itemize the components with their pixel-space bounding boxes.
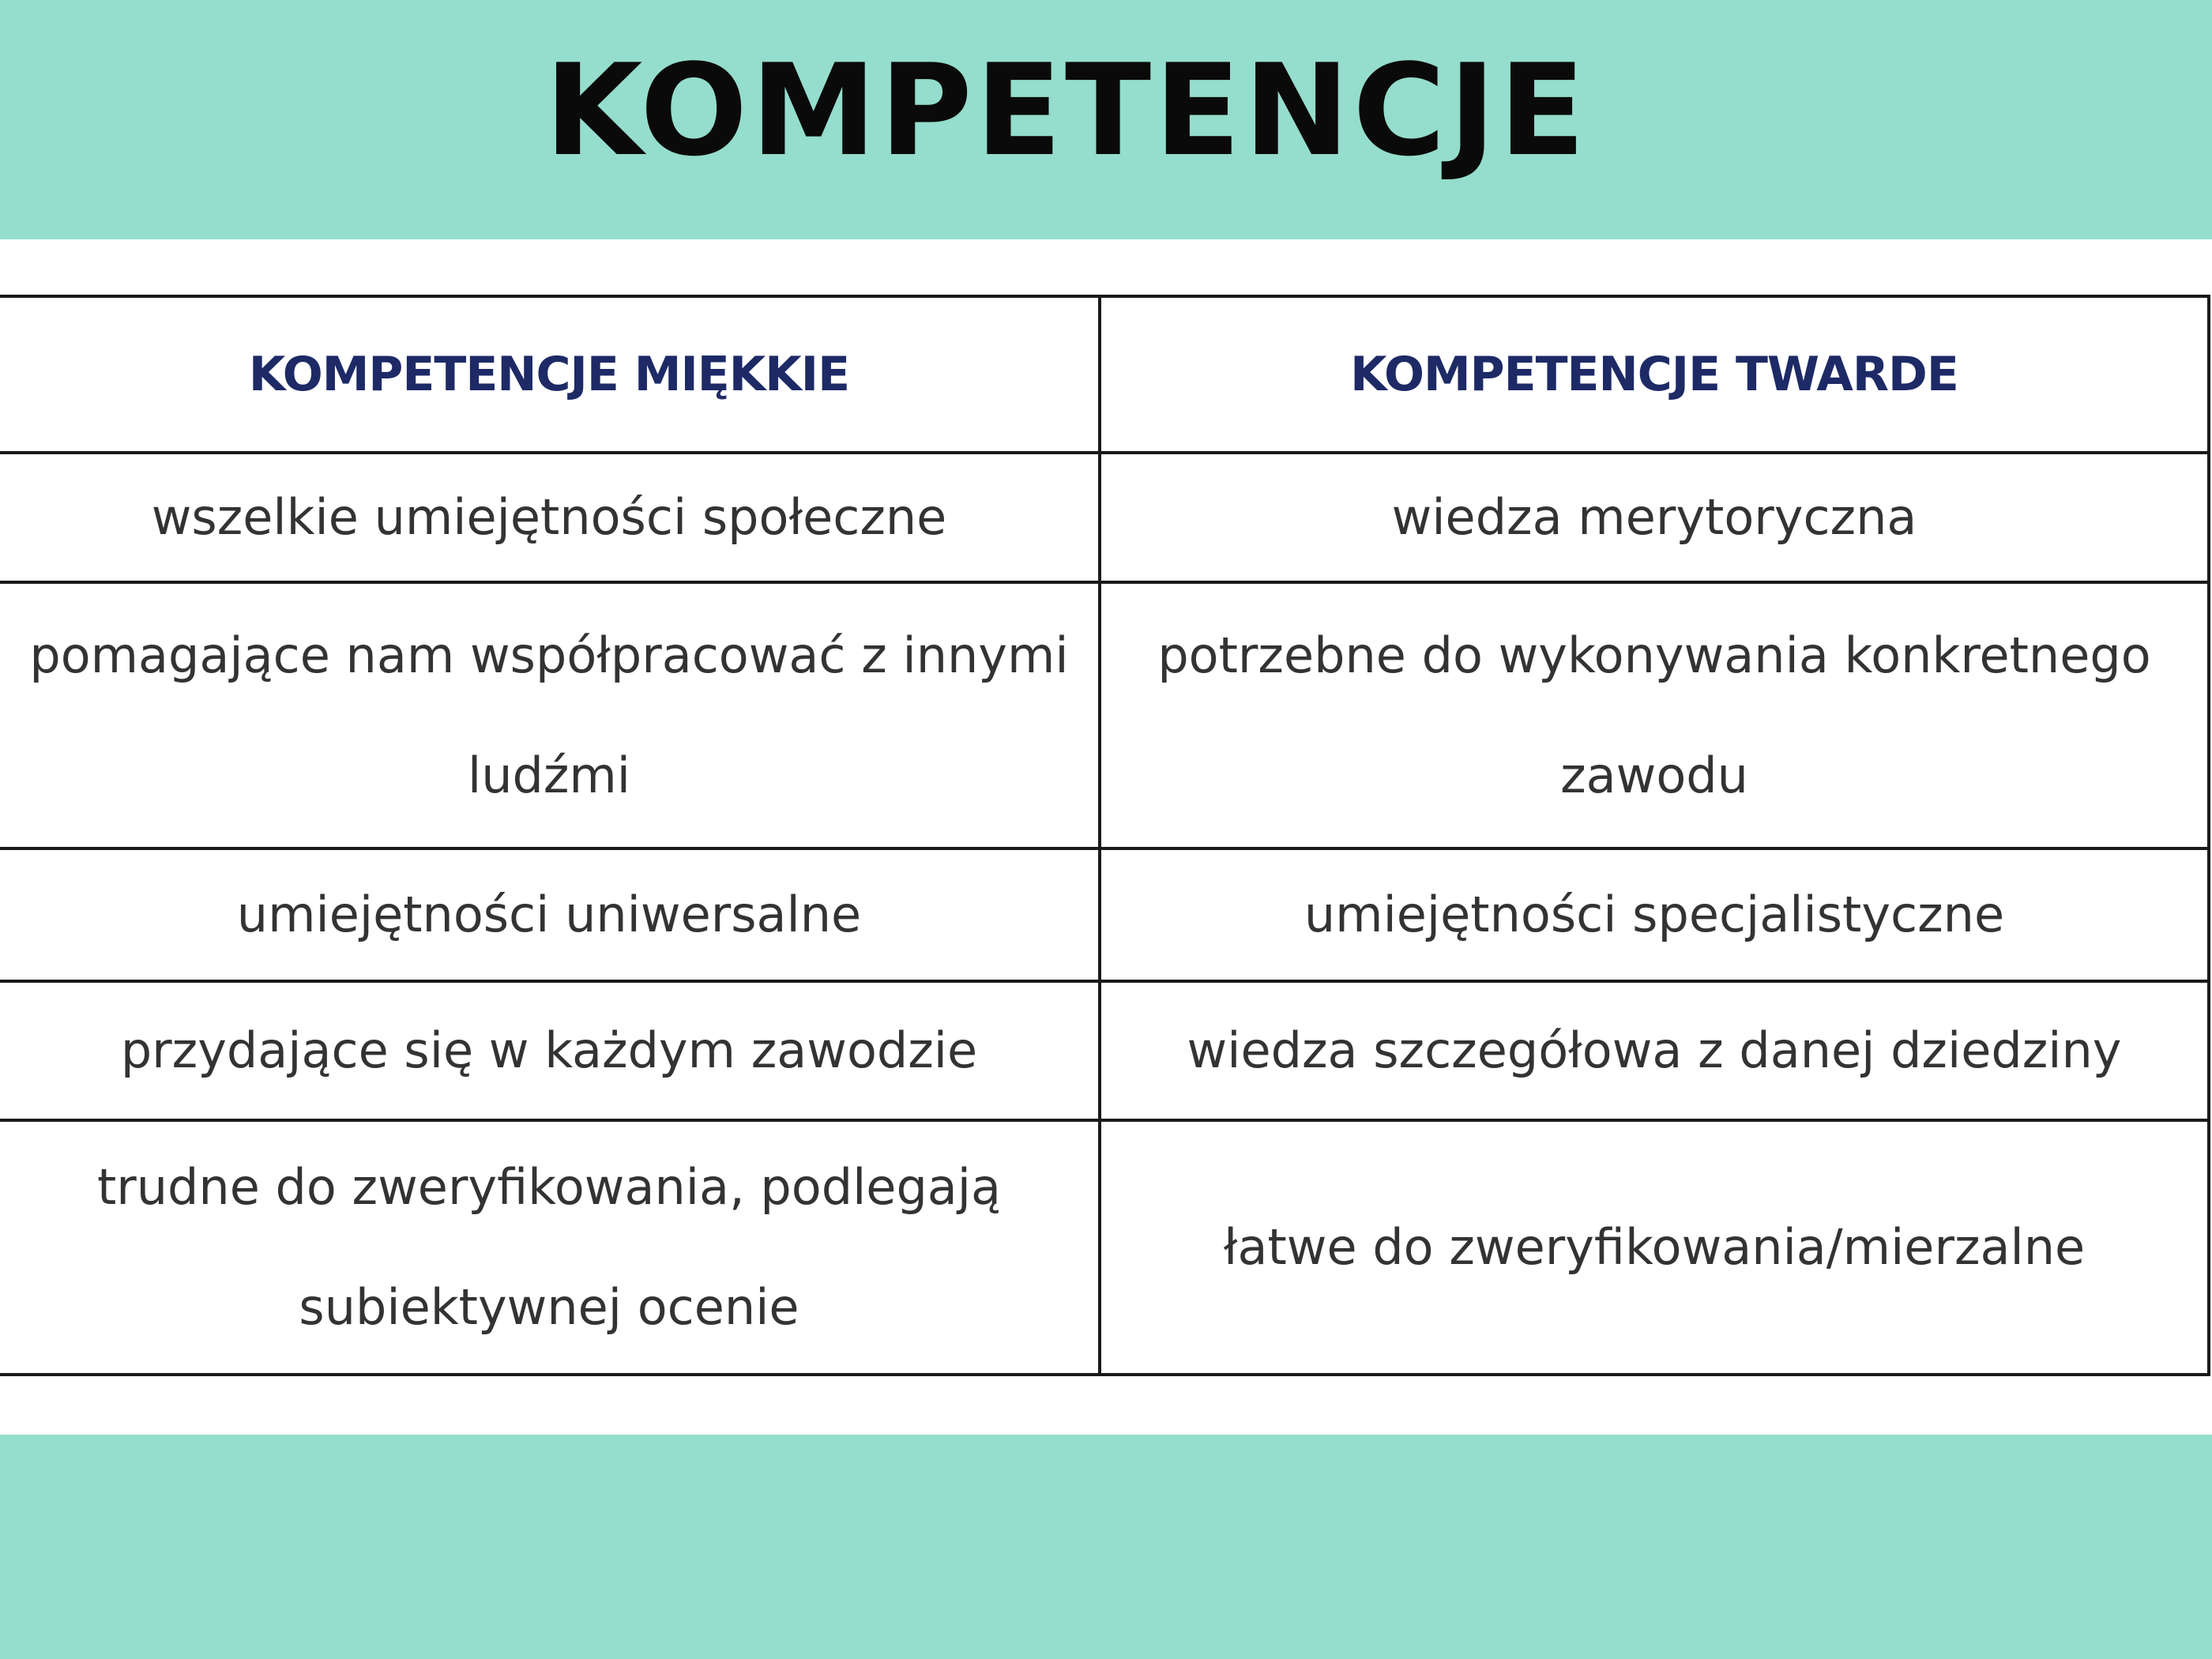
table-cell-soft: pomagające nam współpracować z innymi ludźmi bbox=[0, 582, 1100, 848]
table-cell-soft: wszelkie umiejętności społeczne bbox=[0, 453, 1100, 582]
header-soft-skills: KOMPETENCJE MIĘKKIE bbox=[0, 296, 1100, 453]
table-header-row bbox=[0, 296, 2209, 453]
footer-banner bbox=[0, 1435, 2212, 1659]
table-cell-hard: łatwe do zweryfikowania/mierzalne bbox=[1100, 1120, 2209, 1375]
header-hard-skills: KOMPETENCJE TWARDE bbox=[1100, 296, 2209, 453]
table-row bbox=[0, 453, 2209, 582]
table-row bbox=[0, 1120, 2209, 1375]
table-cell-soft: przydające się w każdym zawodzie bbox=[0, 981, 1100, 1120]
table-row bbox=[0, 582, 2209, 848]
page-title: KOMPETENCJE bbox=[544, 36, 1589, 184]
table-row bbox=[0, 981, 2209, 1120]
table-cell-hard: potrzebne do wykonywania konkretnego zawodu bbox=[1100, 582, 2209, 848]
table-cell-soft: trudne do zweryfikowania, podlegają subiektywnej ocenie bbox=[0, 1120, 1100, 1375]
table-cell-hard: umiejętności specjalistyczne bbox=[1100, 848, 2209, 981]
table-cell-hard: wiedza szczegółowa z danej dziedziny bbox=[1100, 981, 2209, 1120]
table-cell-soft: umiejętności uniwersalne bbox=[0, 848, 1100, 981]
table-cell-hard: wiedza merytoryczna bbox=[1100, 453, 2209, 582]
table-row bbox=[0, 848, 2209, 981]
competencies-table bbox=[0, 295, 2210, 1376]
